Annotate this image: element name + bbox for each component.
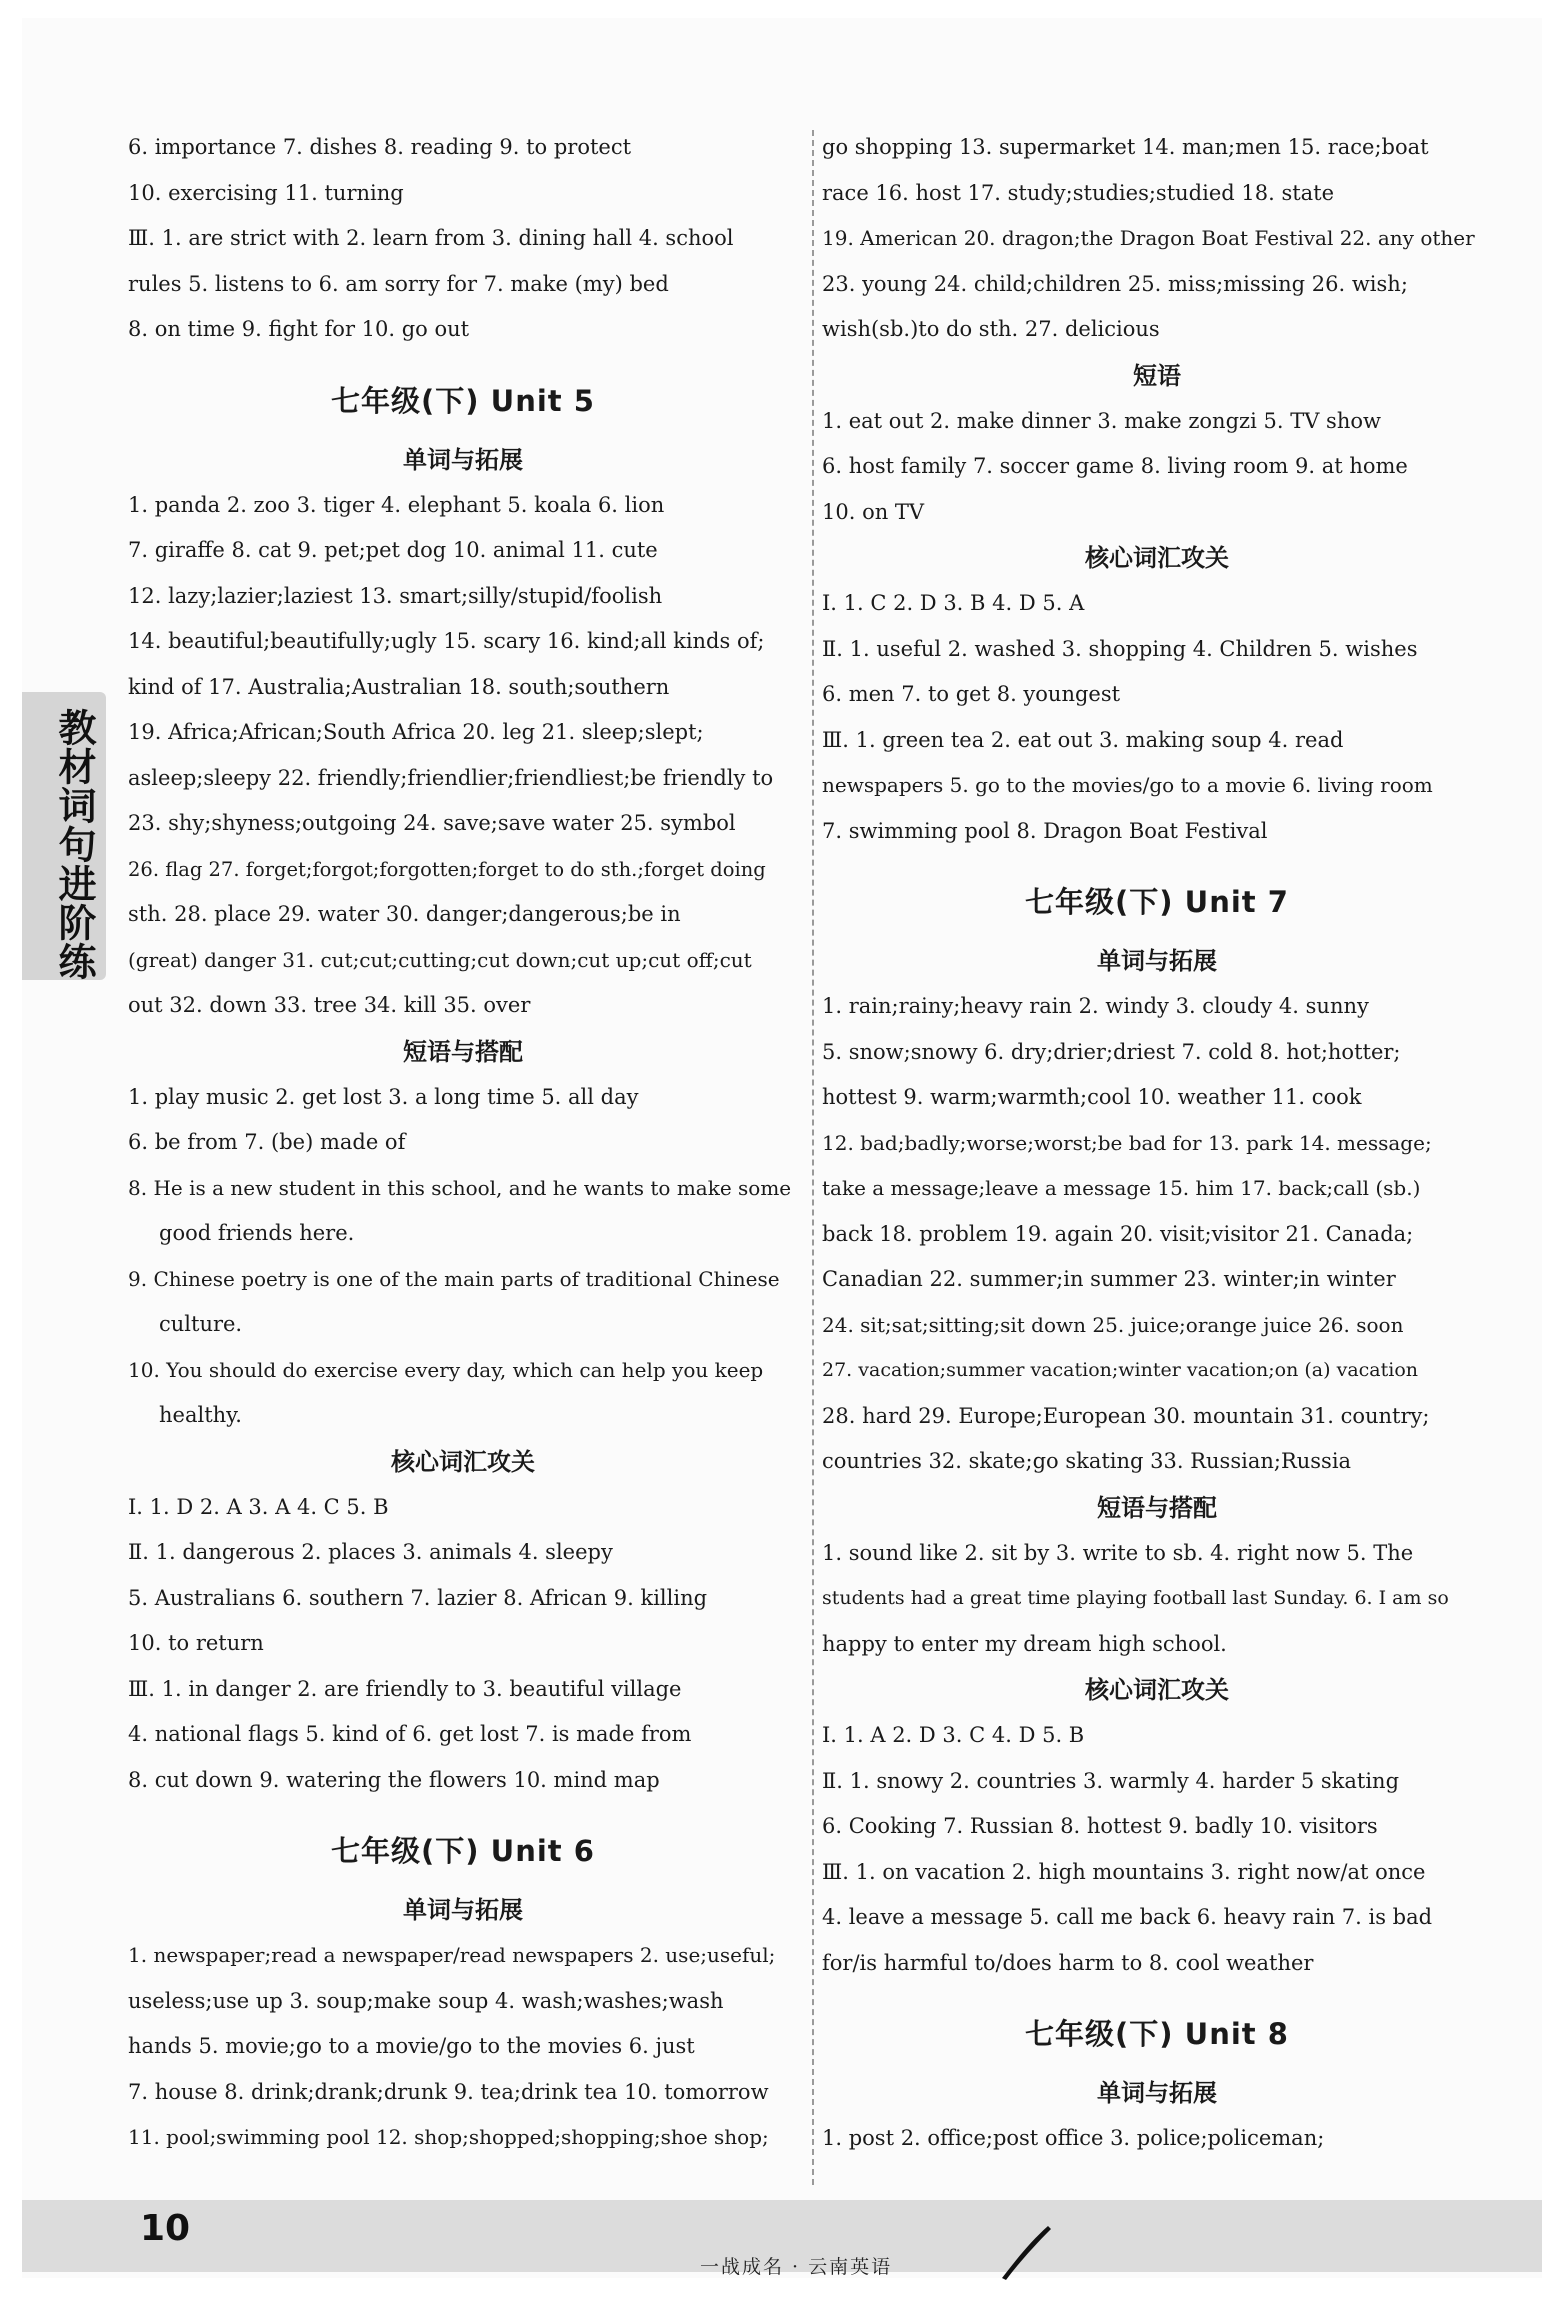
unit-6-title: 七年级(下) Unit 6	[331, 1834, 595, 1868]
unit-7-phrase-heading: 短语与搭配	[1097, 1493, 1217, 1522]
text-line: 7. house 8. drink;drank;drunk 9. tea;drink tea 10. tomorrow	[128, 2079, 769, 2104]
text-line: healthy.	[159, 1403, 242, 1427]
text-line: 6. host family 7. soccer game 8. living room 9. at home	[822, 454, 1408, 478]
unit-7-vocab-heading: 单词与拓展	[1097, 947, 1217, 975]
unit-6-core-heading: 核心词汇攻关	[1085, 544, 1229, 572]
unit-7-core-heading: 核心词汇攻关	[1085, 1676, 1229, 1704]
text-line: students had a great time playing football last Sunday. 6. I am so	[822, 1587, 1449, 1609]
text-line: wish(sb.)to do sth. 27. delicious	[822, 317, 1160, 341]
text-line: good friends here.	[159, 1221, 355, 1245]
text-line: 11. pool;swimming pool 12. shop;shopped;shopping;shoe shop;	[128, 2125, 769, 2149]
text-line: 23. young 24. child;children 25. miss;missing 26. wish;	[822, 271, 1408, 296]
text-line: Ⅲ. 1. on vacation 2. high mountains 3. right now/at once	[822, 1859, 1426, 1884]
right-column	[822, 125, 1492, 2162]
text-line: 5. Australians 6. southern 7. lazier 8. African 9. killing	[128, 1585, 708, 1610]
text-line: 9. Chinese poetry is one of the main parts of traditional Chinese	[128, 1266, 780, 1291]
unit-7-vocab-lines	[822, 984, 1492, 1485]
text-line: happy to enter my dream high school.	[822, 1631, 1227, 1656]
text-line: countries 32. skate;go skating 33. Russian;Russia	[822, 1449, 1352, 1473]
text-line: 10. exercising 11. turning	[128, 180, 404, 205]
unit-5-vocab-lines	[128, 483, 798, 1029]
text-line: 1. newspaper;read a newspaper/read newspapers 2. use;useful;	[128, 1943, 776, 1967]
text-line: for/is harmful to/does harm to 8. cool weather	[822, 1950, 1314, 1975]
text-line: Ⅰ. 1. C 2. D 3. B 4. D 5. A	[822, 591, 1085, 615]
text-line: 12. lazy;lazier;laziest 13. smart;silly/stupid/foolish	[128, 583, 663, 608]
text-line: kind of 17. Australia;Australian 18. south;southern	[128, 674, 670, 699]
text-line: 10. You should do exercise every day, which can help you keep	[128, 1357, 764, 1382]
unit-8-title: 七年级(下) Unit 8	[1025, 2017, 1289, 2051]
text-line: 26. flag 27. forget;forgot;forgotten;forget to do sth.;forget doing	[128, 857, 766, 881]
text-line: 7. swimming pool 8. Dragon Boat Festival	[822, 818, 1268, 843]
text-line: 14. beautiful;beautifully;ugly 15. scary 16. kind;all kinds of;	[128, 629, 765, 653]
text-line: 10. to return	[128, 1631, 264, 1655]
text-line: go shopping 13. supermarket 14. man;men 15. race;boat	[822, 135, 1429, 159]
text-line: Ⅲ. 1. are strict with 2. learn from 3. dining hall 4. school	[128, 226, 734, 250]
text-line: out 32. down 33. tree 34. kill 35. over	[128, 993, 531, 1017]
unit-5-title: 七年级(下) Unit 5	[331, 383, 595, 418]
text-line: Ⅱ. 1. dangerous 2. places 3. animals 4. sleepy	[128, 1540, 613, 1564]
unit-5-phrase-lines	[128, 1075, 798, 1439]
text-line: 4. leave a message 5. call me back 6. heavy rain 7. is bad	[822, 1905, 1433, 1929]
text-line: 23. shy;shyness;outgoing 24. save;save water 25. symbol	[128, 811, 736, 835]
unit-7-phrase-lines	[822, 1531, 1492, 1668]
text-line: 19. Africa;African;South Africa 20. leg 21. sleep;slept;	[128, 720, 704, 744]
text-line: 19. American 20. dragon;the Dragon Boat Festival 22. any other	[822, 226, 1475, 250]
unit-6-phrase-lines	[822, 399, 1492, 536]
text-line: sth. 28. place 29. water 30. danger;dangerous;be in	[128, 902, 681, 926]
text-line: (great) danger 31. cut;cut;cutting;cut down;cut up;cut off;cut	[128, 947, 752, 972]
text-line: 6. Cooking 7. Russian 8. hottest 9. badly 10. visitors	[822, 1814, 1378, 1838]
unit-5-core-heading: 核心词汇攻关	[391, 1447, 535, 1476]
text-line: 10. on TV	[822, 499, 925, 524]
unit-6-vocab-lines	[128, 1933, 798, 2161]
text-line: Ⅰ. 1. A 2. D 3. C 4. D 5. B	[822, 1723, 1085, 1747]
left-top-lines	[128, 125, 798, 353]
text-line: 8. He is a new student in this school, and he wants to make some	[128, 1175, 792, 1200]
column-divider	[812, 130, 814, 2185]
text-line: hottest 9. warm;warmth;cool 10. weather 11. cook	[822, 1085, 1362, 1109]
text-line: Canadian 22. summer;in summer 23. winter;in winter	[822, 1267, 1396, 1291]
text-line: 1. eat out 2. make dinner 3. make zongzi 5. TV show	[822, 408, 1381, 433]
text-line: asleep;sleepy 22. friendly;friendlier;friendliest;be friendly to	[128, 765, 774, 790]
text-line: 8. on time 9. fight for 10. go out	[128, 317, 470, 341]
unit-6-phrase-heading: 短语	[1133, 361, 1181, 390]
text-line: 6. importance 7. dishes 8. reading 9. to protect	[128, 135, 632, 159]
text-line: Ⅱ. 1. useful 2. washed 3. shopping 4. Children 5. wishes	[822, 636, 1418, 661]
text-line: rules 5. listens to 6. am sorry for 7. make (my) bed	[128, 271, 669, 296]
unit-5-core-lines	[128, 1485, 798, 1804]
text-line: Ⅲ. 1. in danger 2. are friendly to 3. beautiful village	[128, 1676, 682, 1701]
text-line: culture.	[159, 1312, 243, 1336]
unit-8-vocab-heading: 单词与拓展	[1097, 2079, 1217, 2107]
text-line: Ⅱ. 1. snowy 2. countries 3. warmly 4. harder 5 skating	[822, 1768, 1400, 1793]
text-line: 27. vacation;summer vacation;winter vacation;on (a) vacation	[822, 1359, 1419, 1381]
text-line: 8. cut down 9. watering the flowers 10. mind map	[128, 1767, 660, 1792]
text-line: newspapers 5. go to the movies/go to a movie 6. living room	[822, 773, 1433, 797]
footer-brand: 一战成名 · 云南英语	[700, 2256, 893, 2278]
text-line: 12. bad;badly;worse;worst;be bad for 13. park 14. message;	[822, 1130, 1432, 1155]
text-line: race 16. host 17. study;studies;studied 18. state	[822, 180, 1335, 205]
text-line: 7. giraffe 8. cat 9. pet;pet dog 10. animal 11. cute	[128, 538, 658, 562]
text-line: Ⅰ. 1. D 2. A 3. A 4. C 5. B	[128, 1494, 389, 1519]
text-line: 1. post 2. office;post office 3. police;policeman;	[822, 2126, 1325, 2150]
unit-6-vocab-heading: 单词与拓展	[403, 1896, 523, 1924]
pen-stroke-icon	[996, 2222, 1056, 2282]
text-line: back 18. problem 19. again 20. visit;visitor 21. Canada;	[822, 1221, 1414, 1246]
side-label: 教材词句进阶练	[52, 708, 96, 981]
text-line: useless;use up 3. soup;make soup 4. wash;washes;wash	[128, 1988, 724, 2013]
text-line: 6. be from 7. (be) made of	[128, 1130, 406, 1154]
unit-8-vocab-lines	[822, 2116, 1492, 2162]
text-line: 5. snow;snowy 6. dry;drier;driest 7. cold 8. hot;hotter;	[822, 1039, 1401, 1064]
text-line: 28. hard 29. Europe;European 30. mountain 31. country;	[822, 1403, 1430, 1428]
page-number: 10	[140, 2208, 191, 2249]
text-line: Ⅲ. 1. green tea 2. eat out 3. making soup 4. read	[822, 727, 1344, 752]
unit-5-phrase-heading: 短语与搭配	[403, 1037, 523, 1066]
unit-7-core-lines	[822, 1713, 1492, 1986]
unit-7-title: 七年级(下) Unit 7	[1025, 885, 1289, 919]
right-top-lines	[822, 125, 1492, 353]
text-line: 1. play music 2. get lost 3. a long time 5. all day	[128, 1084, 639, 1109]
text-line: 24. sit;sat;sitting;sit down 25. juice;orange juice 26. soon	[822, 1312, 1404, 1337]
unit-6-core-lines	[822, 581, 1492, 854]
text-line: 4. national flags 5. kind of 6. get lost 7. is made from	[128, 1722, 692, 1746]
text-line: 1. panda 2. zoo 3. tiger 4. elephant 5. koala 6. lion	[128, 492, 665, 517]
text-line: 1. rain;rainy;heavy rain 2. windy 3. cloudy 4. sunny	[822, 994, 1369, 1018]
unit-5-vocab-heading: 单词与拓展	[403, 445, 523, 474]
text-line: 6. men 7. to get 8. youngest	[822, 682, 1121, 706]
left-column	[128, 125, 798, 2161]
text-line: take a message;leave a message 15. him 17. back;call (sb.)	[822, 1176, 1421, 1200]
text-line: hands 5. movie;go to a movie/go to the movies 6. just	[128, 2034, 695, 2058]
text-line: 1. sound like 2. sit by 3. write to sb. 4. right now 5. The	[822, 1540, 1414, 1565]
